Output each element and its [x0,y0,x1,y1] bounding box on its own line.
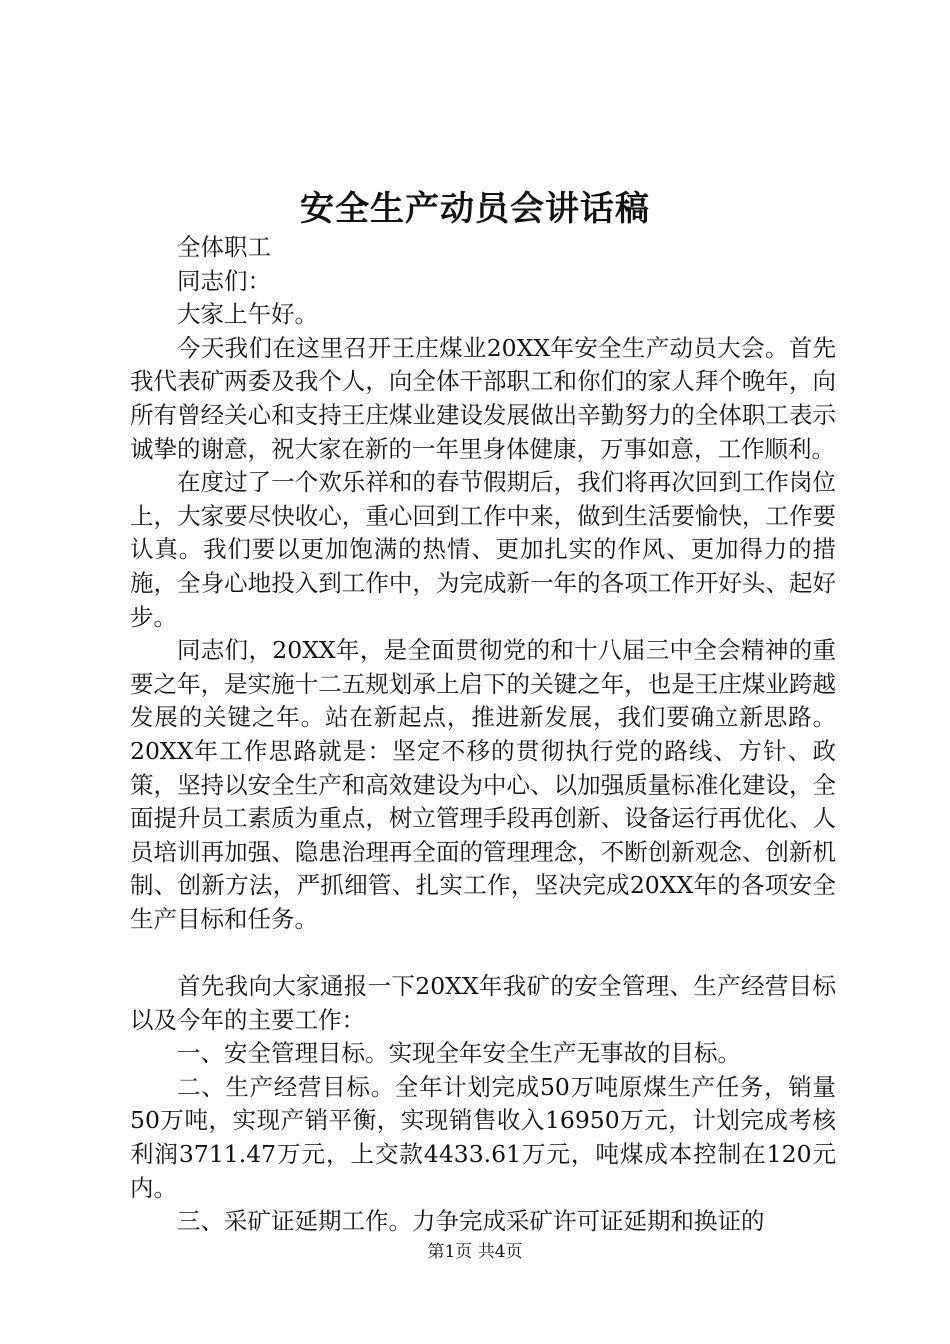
body-paragraph: 首先我向大家通报一下20XX年我矿的安全管理、生产经营目标以及今年的主要工作： [130,972,836,1034]
list-item: 三、采矿证延期工作。力争完成采矿许可证延期和换证的 [177,1207,765,1236]
salutation-comrades: 同志们： [177,266,271,295]
body-paragraph: 今天我们在这里召开王庄煤业20XX年安全生产动员大会。首先我代表矿两委及我个人，向全体干部职工和你们的家人拜个晚年，向所有曾经关心和支持王庄煤业建设发展做出辛勤努力的全体职工表示诚挚的谢意，祝大家在新的一年里身体健康，万事如意，工作顺利。 [130,333,836,463]
document-body [130,231,836,1239]
list-item: 一、安全管理目标。实现全年安全生产无事故的目标。 [177,1039,741,1068]
body-paragraph: 同志们，20XX年，是全面贯彻党的和十八届三中全会精神的重要之年，是实施十二五规划承上启下的关键之年，也是王庄煤业跨越发展的关键之年。站在新起点，推进新发展，我们要确立新思路。20XX年工作思路就是：坚定不移的贯彻执行党的路线、方针、政策，坚持以安全生产和高效建设为中心、以加强质量标准化建设，全面提升员工素质为重点，树立管理手段再创新、设备运行再优化、人员培训再加强、隐患治理再全面的管理理念，不断创新观念、创新机制、创新方法，严抓细管、扎实工作，坚决完成20XX年的各项安全生产目标和任务。 [130,636,836,933]
document-title: 安全生产动员会讲话稿 [300,189,650,229]
page-number-footer: 第1页 共4页 [427,1242,523,1262]
body-paragraph: 在度过了一个欢乐祥和的春节假期后，我们将再次回到工作岗位上，大家要尽快收心，重心回到工作中来，做到生活要愉快，工作要认真。我们要以更加饱满的热情、更加扎实的作风、更加得力的措施，全身心地投入到工作中，为完成新一年的各项工作开好头、起好步。 [130,468,836,631]
greeting: 大家上午好。 [177,300,318,329]
list-item: 二、生产经营目标。全年计划完成50万吨原煤生产任务，销量50万吨，实现产销平衡，实现销售收入16950万元，计划完成考核利润3711.47万元，上交款4433.61万元，吨煤成本控制在120元内。 [130,1072,836,1202]
salutation-staff: 全体职工 [177,233,271,261]
paragraph-spacer [130,936,836,970]
